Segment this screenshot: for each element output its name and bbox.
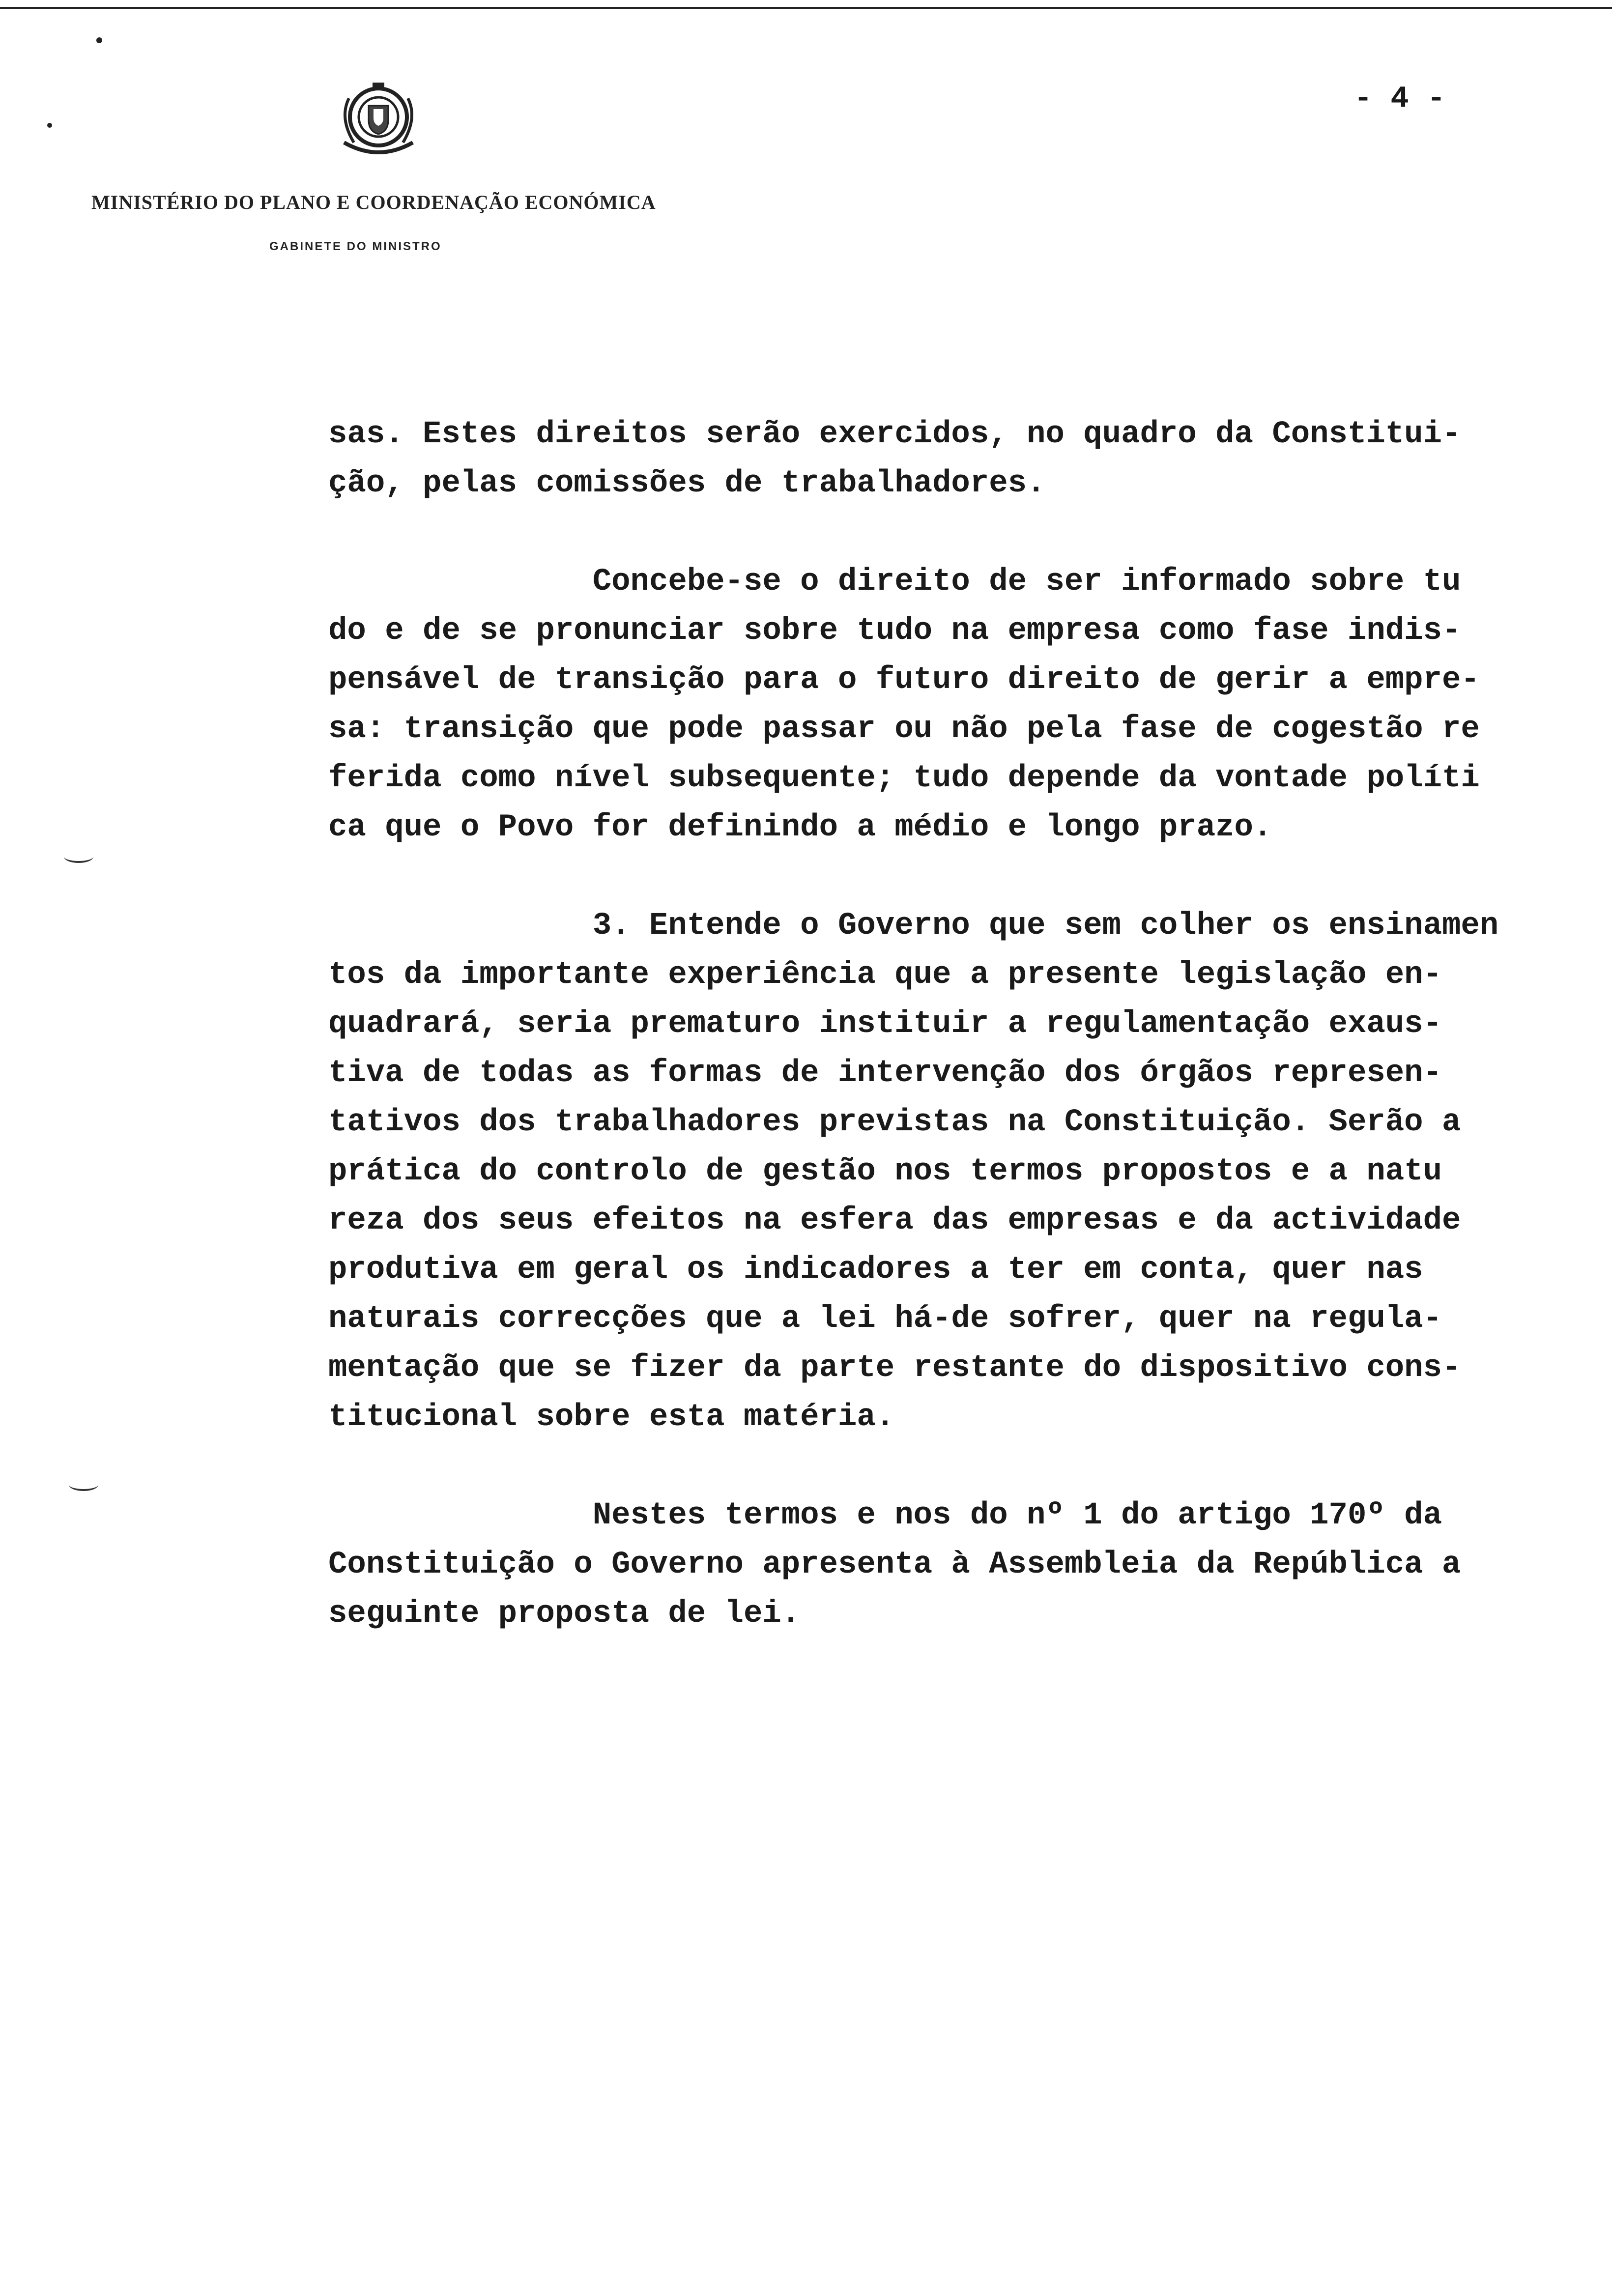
text-line: prática do controlo de gestão nos termos propostos e a natu bbox=[328, 1154, 1442, 1189]
text-line: Concebe-se o direito de ser informado sobre tu bbox=[328, 564, 1461, 600]
text-line: naturais correcções que a lei há-de sofrer, quer na regula- bbox=[328, 1301, 1442, 1337]
text-line: Constituição o Governo apresenta à Assembleia da República a bbox=[328, 1547, 1461, 1582]
paragraph-2 bbox=[328, 557, 1527, 852]
text-line: produtiva em geral os indicadores a ter em conta, quer nas bbox=[328, 1252, 1423, 1288]
paragraph-3 bbox=[328, 901, 1527, 1442]
text-line: titucional sobre esta matéria. bbox=[328, 1400, 895, 1435]
text-line: ferida como nível subsequente; tudo depende da vontade políti bbox=[328, 761, 1480, 796]
scan-speck bbox=[47, 123, 52, 128]
binding-hole-mark bbox=[64, 850, 93, 863]
paragraph-1 bbox=[328, 410, 1527, 508]
text-line: seguinte proposta de lei. bbox=[328, 1596, 801, 1632]
text-line: tos da importante experiência que a presente legislação en- bbox=[328, 957, 1442, 993]
text-line: reza dos seus efeitos na esfera das empresas e da actividade bbox=[328, 1203, 1461, 1238]
top-rule bbox=[0, 7, 1612, 9]
paragraph-4 bbox=[328, 1491, 1527, 1638]
binding-hole-mark bbox=[69, 1478, 98, 1491]
text-line: 3. Entende o Governo que sem colher os ensinamen bbox=[328, 908, 1499, 944]
document-body bbox=[328, 410, 1527, 1638]
scan-speck bbox=[96, 37, 102, 43]
text-line: quadrará, seria prematuro instituir a regulamentação exaus- bbox=[328, 1006, 1442, 1042]
ministry-name: MINISTÉRIO DO PLANO E COORDENAÇÃO ECONÓMICA bbox=[91, 191, 656, 213]
text-line: tativos dos trabalhadores previstas na Constituição. Serão a bbox=[328, 1105, 1461, 1140]
page-number: - 4 - bbox=[1354, 81, 1446, 116]
text-line: tiva de todas as formas de intervenção dos órgãos represen- bbox=[328, 1056, 1442, 1091]
text-line: ção, pelas comissões de trabalhadores. bbox=[328, 466, 1046, 501]
text-line: ca que o Povo for definindo a médio e longo prazo. bbox=[328, 810, 1272, 845]
text-line: sa: transição que pode passar ou não pela fase de cogestão re bbox=[328, 712, 1480, 747]
text-line: mentação que se fizer da parte restante do dispositivo cons- bbox=[328, 1350, 1461, 1386]
cabinet-name: GABINETE DO MINISTRO bbox=[269, 240, 442, 253]
text-line: sas. Estes direitos serão exercidos, no quadro da Constitui- bbox=[328, 417, 1461, 452]
text-line: do e de se pronunciar sobre tudo na empresa como fase indis- bbox=[328, 613, 1461, 649]
text-line: Nestes termos e nos do nº 1 do artigo 170º da bbox=[328, 1498, 1442, 1533]
text-line: pensável de transição para o futuro direito de gerir a empre- bbox=[328, 662, 1480, 698]
coat-of-arms-emblem bbox=[334, 79, 423, 162]
